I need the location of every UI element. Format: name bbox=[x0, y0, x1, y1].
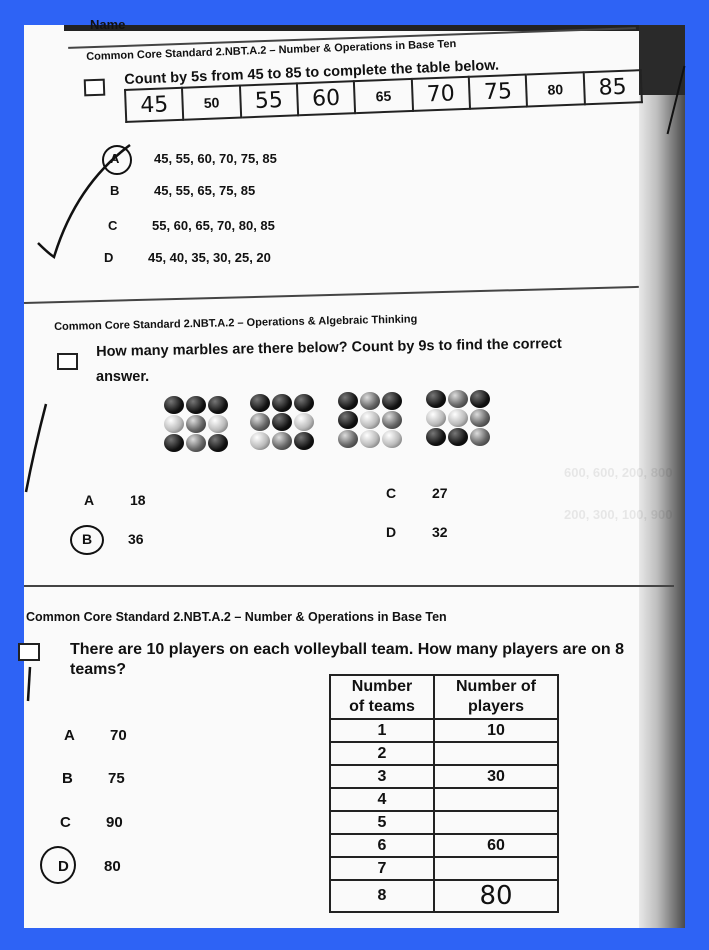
marble bbox=[250, 413, 270, 431]
marble bbox=[426, 428, 446, 446]
teams-cell: 6 bbox=[330, 834, 434, 857]
divider-q1-q2 bbox=[24, 286, 639, 304]
table-row bbox=[330, 857, 558, 880]
marble-group bbox=[338, 392, 403, 449]
choice-text: 55, 60, 65, 70, 80, 85 bbox=[152, 218, 275, 233]
name-label-fragment: Name bbox=[90, 17, 126, 32]
teams-cell: 2 bbox=[330, 742, 434, 765]
q2-choice-a[interactable] bbox=[84, 492, 146, 508]
marble bbox=[470, 409, 490, 427]
table-row bbox=[330, 742, 558, 765]
marble bbox=[164, 434, 184, 452]
marble bbox=[294, 432, 314, 450]
choice-letter: C bbox=[60, 814, 71, 831]
q3-standard: Common Core Standard 2.NBT.A.2 – Number & Operations in Base Ten bbox=[26, 610, 447, 624]
q1-checkbox[interactable] bbox=[84, 79, 106, 97]
choice-letter: D bbox=[386, 524, 397, 540]
choice-value: 18 bbox=[130, 492, 146, 508]
teams-cell: 5 bbox=[330, 811, 434, 834]
marble bbox=[360, 411, 380, 429]
marble bbox=[360, 430, 380, 448]
marble bbox=[164, 415, 184, 433]
marble bbox=[382, 430, 402, 448]
worksheet-page bbox=[24, 17, 685, 928]
q3-question-line2: teams? bbox=[70, 661, 127, 678]
marble bbox=[208, 434, 228, 452]
table-row bbox=[330, 765, 558, 788]
teams-cell: 8 bbox=[330, 880, 434, 912]
choice-text: 45, 55, 65, 75, 85 bbox=[154, 183, 256, 198]
q1-cell[interactable]: 55 bbox=[240, 83, 299, 117]
checkmark-q2 bbox=[24, 400, 64, 500]
marble bbox=[208, 396, 228, 414]
marble bbox=[338, 392, 358, 410]
q1-question: Count by 5s from 45 to 85 to complete the table below. bbox=[124, 57, 500, 88]
marble bbox=[186, 415, 206, 433]
choice-value: 90 bbox=[106, 814, 123, 831]
q1-standard: Common Core Standard 2.NBT.A.2 – Number & Operations in Base Ten bbox=[86, 38, 457, 63]
header-line: Number of bbox=[456, 678, 536, 695]
q1-cell[interactable]: 60 bbox=[297, 81, 356, 115]
teams-cell: 1 bbox=[330, 719, 434, 742]
q3-answer-circle bbox=[40, 846, 76, 884]
players-cell: 30 bbox=[434, 765, 558, 788]
marble bbox=[272, 394, 292, 412]
choice-letter: B bbox=[82, 531, 93, 547]
worksheet-photo bbox=[24, 17, 685, 928]
marble-group bbox=[426, 390, 491, 447]
q1-cell: 50 bbox=[182, 86, 241, 120]
choice-letter: C bbox=[386, 485, 397, 501]
q1-cell[interactable]: 70 bbox=[411, 77, 470, 111]
marble bbox=[338, 411, 358, 429]
marble bbox=[294, 394, 314, 412]
choice-letter: D bbox=[104, 250, 114, 265]
players-cell: 60 bbox=[434, 834, 558, 857]
marble bbox=[294, 413, 314, 431]
divider-q2-q3 bbox=[24, 585, 674, 587]
choice-letter: D bbox=[58, 858, 69, 875]
choice-value: 36 bbox=[128, 531, 144, 547]
marble bbox=[426, 409, 446, 427]
checkmark-q1 bbox=[26, 125, 136, 265]
marble bbox=[448, 428, 468, 446]
players-cell: 10 bbox=[434, 719, 558, 742]
marble bbox=[360, 392, 380, 410]
q3-choice-b[interactable] bbox=[62, 770, 125, 787]
bleed-through-text: 600, 600, 200, 800 bbox=[564, 465, 673, 480]
marble bbox=[272, 413, 292, 431]
q2-question-line2: answer. bbox=[96, 369, 150, 385]
marble bbox=[164, 396, 184, 414]
choice-letter: A bbox=[110, 151, 120, 166]
q3-choice-a[interactable] bbox=[64, 727, 127, 744]
q3-checkbox[interactable] bbox=[18, 643, 40, 661]
marble bbox=[426, 390, 446, 408]
choice-value: 75 bbox=[108, 770, 125, 787]
choice-letter: B bbox=[110, 183, 120, 198]
teams-cell: 4 bbox=[330, 788, 434, 811]
choice-letter: A bbox=[84, 492, 95, 508]
teams-players-table bbox=[329, 674, 559, 913]
q1-cell[interactable]: 45 bbox=[125, 88, 184, 122]
q2-choice-d[interactable] bbox=[386, 524, 448, 540]
header-line: Number bbox=[351, 678, 413, 695]
marble bbox=[338, 430, 358, 448]
q2-answer-circle bbox=[70, 525, 104, 555]
q2-standard: Common Core Standard 2.NBT.A.2 – Operations & Algebraic Thinking bbox=[54, 313, 418, 333]
table-row bbox=[330, 719, 558, 742]
table-row bbox=[330, 788, 558, 811]
q2-checkbox[interactable] bbox=[57, 353, 78, 370]
header-number-of-teams bbox=[330, 675, 434, 719]
marble bbox=[382, 411, 402, 429]
teams-cell: 3 bbox=[330, 765, 434, 788]
q1-cell[interactable]: 85 bbox=[583, 70, 642, 104]
marble bbox=[448, 409, 468, 427]
choice-value: 27 bbox=[432, 485, 448, 501]
choice-letter: B bbox=[62, 770, 73, 787]
players-cell[interactable] bbox=[434, 742, 558, 765]
marble bbox=[186, 396, 206, 414]
marble bbox=[208, 415, 228, 433]
choice-text: 45, 40, 35, 30, 25, 20 bbox=[148, 250, 271, 265]
table-row bbox=[330, 834, 558, 857]
marble bbox=[470, 428, 490, 446]
q1-cell: 65 bbox=[354, 79, 413, 113]
choice-value: 80 bbox=[104, 858, 121, 875]
players-cell[interactable] bbox=[434, 811, 558, 834]
players-cell[interactable] bbox=[434, 788, 558, 811]
table-row bbox=[330, 880, 558, 912]
margin-mark bbox=[24, 665, 36, 705]
choice-value: 32 bbox=[432, 524, 448, 540]
header-line: players bbox=[467, 698, 525, 715]
players-cell-handwritten[interactable]: 80 bbox=[434, 880, 558, 912]
q3-question-line1: There are 10 players on each volleyball team. How many players are on 8 bbox=[70, 641, 625, 658]
marble bbox=[186, 434, 206, 452]
q2-question-line1: How many marbles are there below? Count by 9s to find the correct bbox=[96, 335, 562, 360]
q3-choice-c[interactable] bbox=[60, 814, 123, 831]
players-cell[interactable] bbox=[434, 857, 558, 880]
choice-letter: A bbox=[64, 727, 75, 744]
marble bbox=[250, 394, 270, 412]
q1-cell[interactable]: 75 bbox=[469, 75, 528, 109]
marble bbox=[382, 392, 402, 410]
table-row bbox=[330, 811, 558, 834]
header-number-of-players bbox=[434, 675, 558, 719]
marble bbox=[470, 390, 490, 408]
marble-group bbox=[250, 394, 315, 451]
choice-letter: C bbox=[108, 218, 118, 233]
bleed-through-text: 200, 300, 100, 900 bbox=[564, 507, 673, 522]
choice-text: 45, 55, 60, 70, 75, 85 bbox=[154, 151, 277, 166]
q2-choice-c[interactable] bbox=[386, 485, 448, 501]
q1-cell: 80 bbox=[526, 72, 585, 106]
marble-group bbox=[164, 396, 229, 453]
marble bbox=[250, 432, 270, 450]
choice-value: 70 bbox=[110, 727, 127, 744]
teams-cell: 7 bbox=[330, 857, 434, 880]
header-line: of teams bbox=[349, 698, 415, 715]
marble bbox=[448, 390, 468, 408]
marble bbox=[272, 432, 292, 450]
